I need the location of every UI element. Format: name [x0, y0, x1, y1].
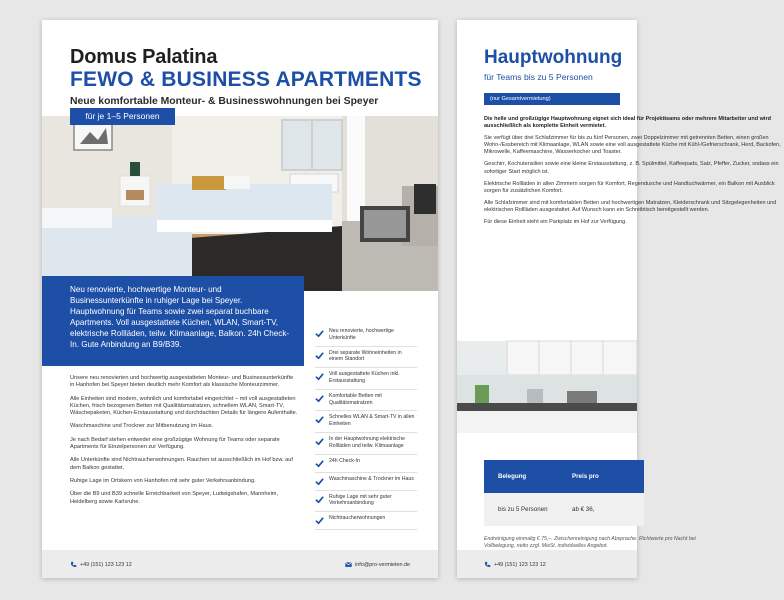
feature-label: Ruhige Lage mit sehr guter Verkehrsanbindung	[329, 493, 392, 507]
flyer-page-right	[457, 20, 781, 578]
table-row	[484, 493, 644, 526]
page-footer	[457, 550, 637, 578]
footer-email	[345, 561, 410, 568]
description-paragraph: Über die B9 und B39 schnelle Erreichbarkeit von Speyer, Ludwigshafen, Mannheim, Heidelberg sowie Karlsruhe.	[70, 491, 279, 505]
unit-title: Hauptwohnung	[484, 47, 623, 68]
persons-badge: für je 1–5 Personen	[70, 108, 175, 125]
unit-paragraph: Für diese Einheit steht ein Parkplatz im Hof zur Verfügung.	[484, 219, 627, 226]
check-icon	[315, 394, 324, 403]
footer-phone	[70, 561, 132, 568]
feature-label: Waschmaschine & Trockner im Haus	[329, 475, 414, 482]
feature-list	[315, 325, 417, 530]
description-column	[70, 375, 298, 512]
feature-item	[315, 512, 417, 530]
feature-item	[315, 325, 417, 347]
feature-item	[315, 455, 417, 473]
unit-paragraph: Elektrische Rollläden in allen Zimmern sorgen für Komfort, Regendusche und Handtuchwärmer, ein Balkon mit Ausblick sorgen für zusätzlichen Komfort.	[484, 180, 775, 194]
description-paragraph: Ruhige Lage im Ortskern von Hanhofen mit sehr guter Verkehrsanbindung.	[70, 477, 256, 484]
column-header-occupancy: Belegung	[498, 473, 527, 480]
feature-item	[315, 433, 417, 455]
price-note: Endreinigung einmalig € 75,–. Zwischenreinigung nach Absprache. Richtwerte pro Nacht bei Vollbelegung, netto zzgl. MwSt. individuelles Angebot.	[484, 536, 696, 549]
tagline: Neue komfortable Monteur- & Businesswohnungen bei Speyer	[70, 96, 379, 107]
unit-paragraph: Geschirr, Kochutensilien sowie eine kleine Erstausstattung, z. B. Spülmittel, Kaffeepads, Salz, Pfeffer, Zucker, sodass ein sofortiger Start möglich ist.	[484, 161, 779, 175]
check-icon	[315, 477, 324, 486]
flyer-header	[70, 46, 428, 108]
feature-item	[315, 347, 417, 369]
kitchen-photo	[457, 341, 637, 433]
bedroom-photo	[42, 116, 438, 291]
feature-label: Drei separate Wohneinheiten in einem Standort	[329, 349, 402, 363]
rental-badge: (nur Gesamtvermietung)	[484, 93, 620, 105]
cell-occupancy: bis zu 5 Personen	[498, 506, 548, 513]
phone-number: +49 (151) 123 123 12	[80, 561, 132, 568]
check-icon	[315, 437, 324, 446]
unit-description	[484, 116, 781, 231]
feature-label: Neu renovierte, hochwertige Unterkünfte	[329, 328, 394, 341]
feature-item	[315, 368, 417, 390]
check-icon	[315, 372, 324, 381]
email-address: info@pro-vermieten.de	[355, 561, 410, 568]
unit-paragraph: Alle Schlafzimmer sind mit komfortablen Betten und hochwertigen Matratzen, Kleiderschrank und Sitzgelegenheiten und elektrischen Rollläden ausgestattet. Auf Wunsch kann ein Schreibtisch bereitgestellt werden.	[484, 199, 777, 213]
brand-name: Domus Palatina	[70, 46, 218, 68]
phone-icon	[484, 561, 491, 568]
description-paragraph: Waschmaschine und Trockner zur Mitbenutzung im Haus.	[70, 423, 214, 430]
description-paragraph: Je nach Bedarf stehen entweder eine großzügige Wohnung für Teams oder separate Apartments für Einzelpersonen zur Verfügung.	[70, 436, 280, 451]
price-table-header	[484, 460, 644, 493]
check-icon	[315, 516, 324, 525]
unit-subtitle: für Teams bis zu 5 Personen	[484, 72, 593, 82]
feature-label: Nichtraucherwohnungen	[329, 515, 386, 522]
check-icon	[315, 459, 324, 468]
column-header-price: Preis pro	[572, 473, 599, 480]
unit-paragraph: Sie verfügt über drei Schlafzimmer für bis zu fünf Personen, zwei Doppelzimmer mit getrennten Betten, einen großen Wohn-/Essbereich mit Klimaanlage, WLAN sowie eine voll ausgestattete Küche mit Kühl-/Gefrierschrank, Herd, Backofen, Mikrowelle, Kaffeemaschine, Wasserkocher und Toaster.	[484, 135, 781, 156]
cell-price: ab € 36,	[572, 506, 595, 513]
phone-icon	[70, 561, 77, 568]
brand-subtitle: FEWO & BUSINESS APARTMENTS	[70, 68, 422, 91]
check-icon	[315, 415, 324, 424]
feature-item	[315, 473, 417, 491]
check-icon	[315, 351, 324, 360]
feature-label: Komfortable Betten mit Qualitätsmatratzen	[329, 392, 382, 406]
phone-number: +49 (151) 123 123 12	[494, 561, 546, 568]
price-table	[484, 460, 644, 526]
check-icon	[315, 329, 324, 338]
description-paragraph: Alle Unterkünfte sind Nichtraucherwohnungen. Rauchen ist ausschließlich im Hof bzw. auf dem Balkon gestattet.	[70, 457, 293, 471]
feature-item	[315, 491, 417, 513]
mail-icon	[345, 561, 352, 568]
feature-item	[315, 390, 417, 412]
intro-text: Neu renovierte, hochwertige Monteur- und Businessunterkünfte in ruhiger Lage bei Speyer. Hauptwohnung für Teams sowie zwei separat buchbare Apartments. Voll ausgestattete Küchen, WLAN, Smart-TV, elektrische Rollläden, teilw. Klimaanlage, Balkon. 24h Check-In. Gute Anbindung an B9/B39.	[70, 285, 290, 349]
unit-lead: Die helle und großzügige Hauptwohnung eignet sich ideal für Projektteams oder mehrere Mitarbeiter und wird ausschließlich als komplette Einheit vermietet.	[484, 116, 771, 130]
feature-label: Voll ausgestattete Küchen inkl. Erstausstattung	[329, 371, 400, 384]
feature-item	[315, 411, 417, 433]
feature-label: Schnelles WLAN & Smart-TV in allen Einheiten	[329, 414, 415, 428]
check-icon	[315, 495, 324, 504]
feature-label: 24h Check-In	[329, 457, 360, 464]
description-paragraph: Unsere neu renovierten und hochwertig ausgestatteten Monteur- und Businessunterkünfte in Hanhofen bei Speyer bieten deutlich mehr Komfort als klassische Monteurzimmer.	[70, 375, 294, 389]
description-paragraph: Alle Einheiten sind modern, wohnlich und komfortabel eingerichtet – mit voll ausgestatteten Küchen, frisch bezogenen Betten mit Qualitätsmatratzen, schnellem WLAN, Smart-TV, Wäschepaketen, Küchen-Erstausstattung und durchdachten Details für längere Aufenthalte.	[70, 395, 298, 417]
flyer-page-left	[42, 20, 438, 578]
page-footer	[42, 550, 438, 578]
feature-label: In der Hauptwohnung elektrische Rollläden und teilw. Klimaanlage	[329, 435, 405, 449]
footer-phone	[484, 561, 546, 568]
